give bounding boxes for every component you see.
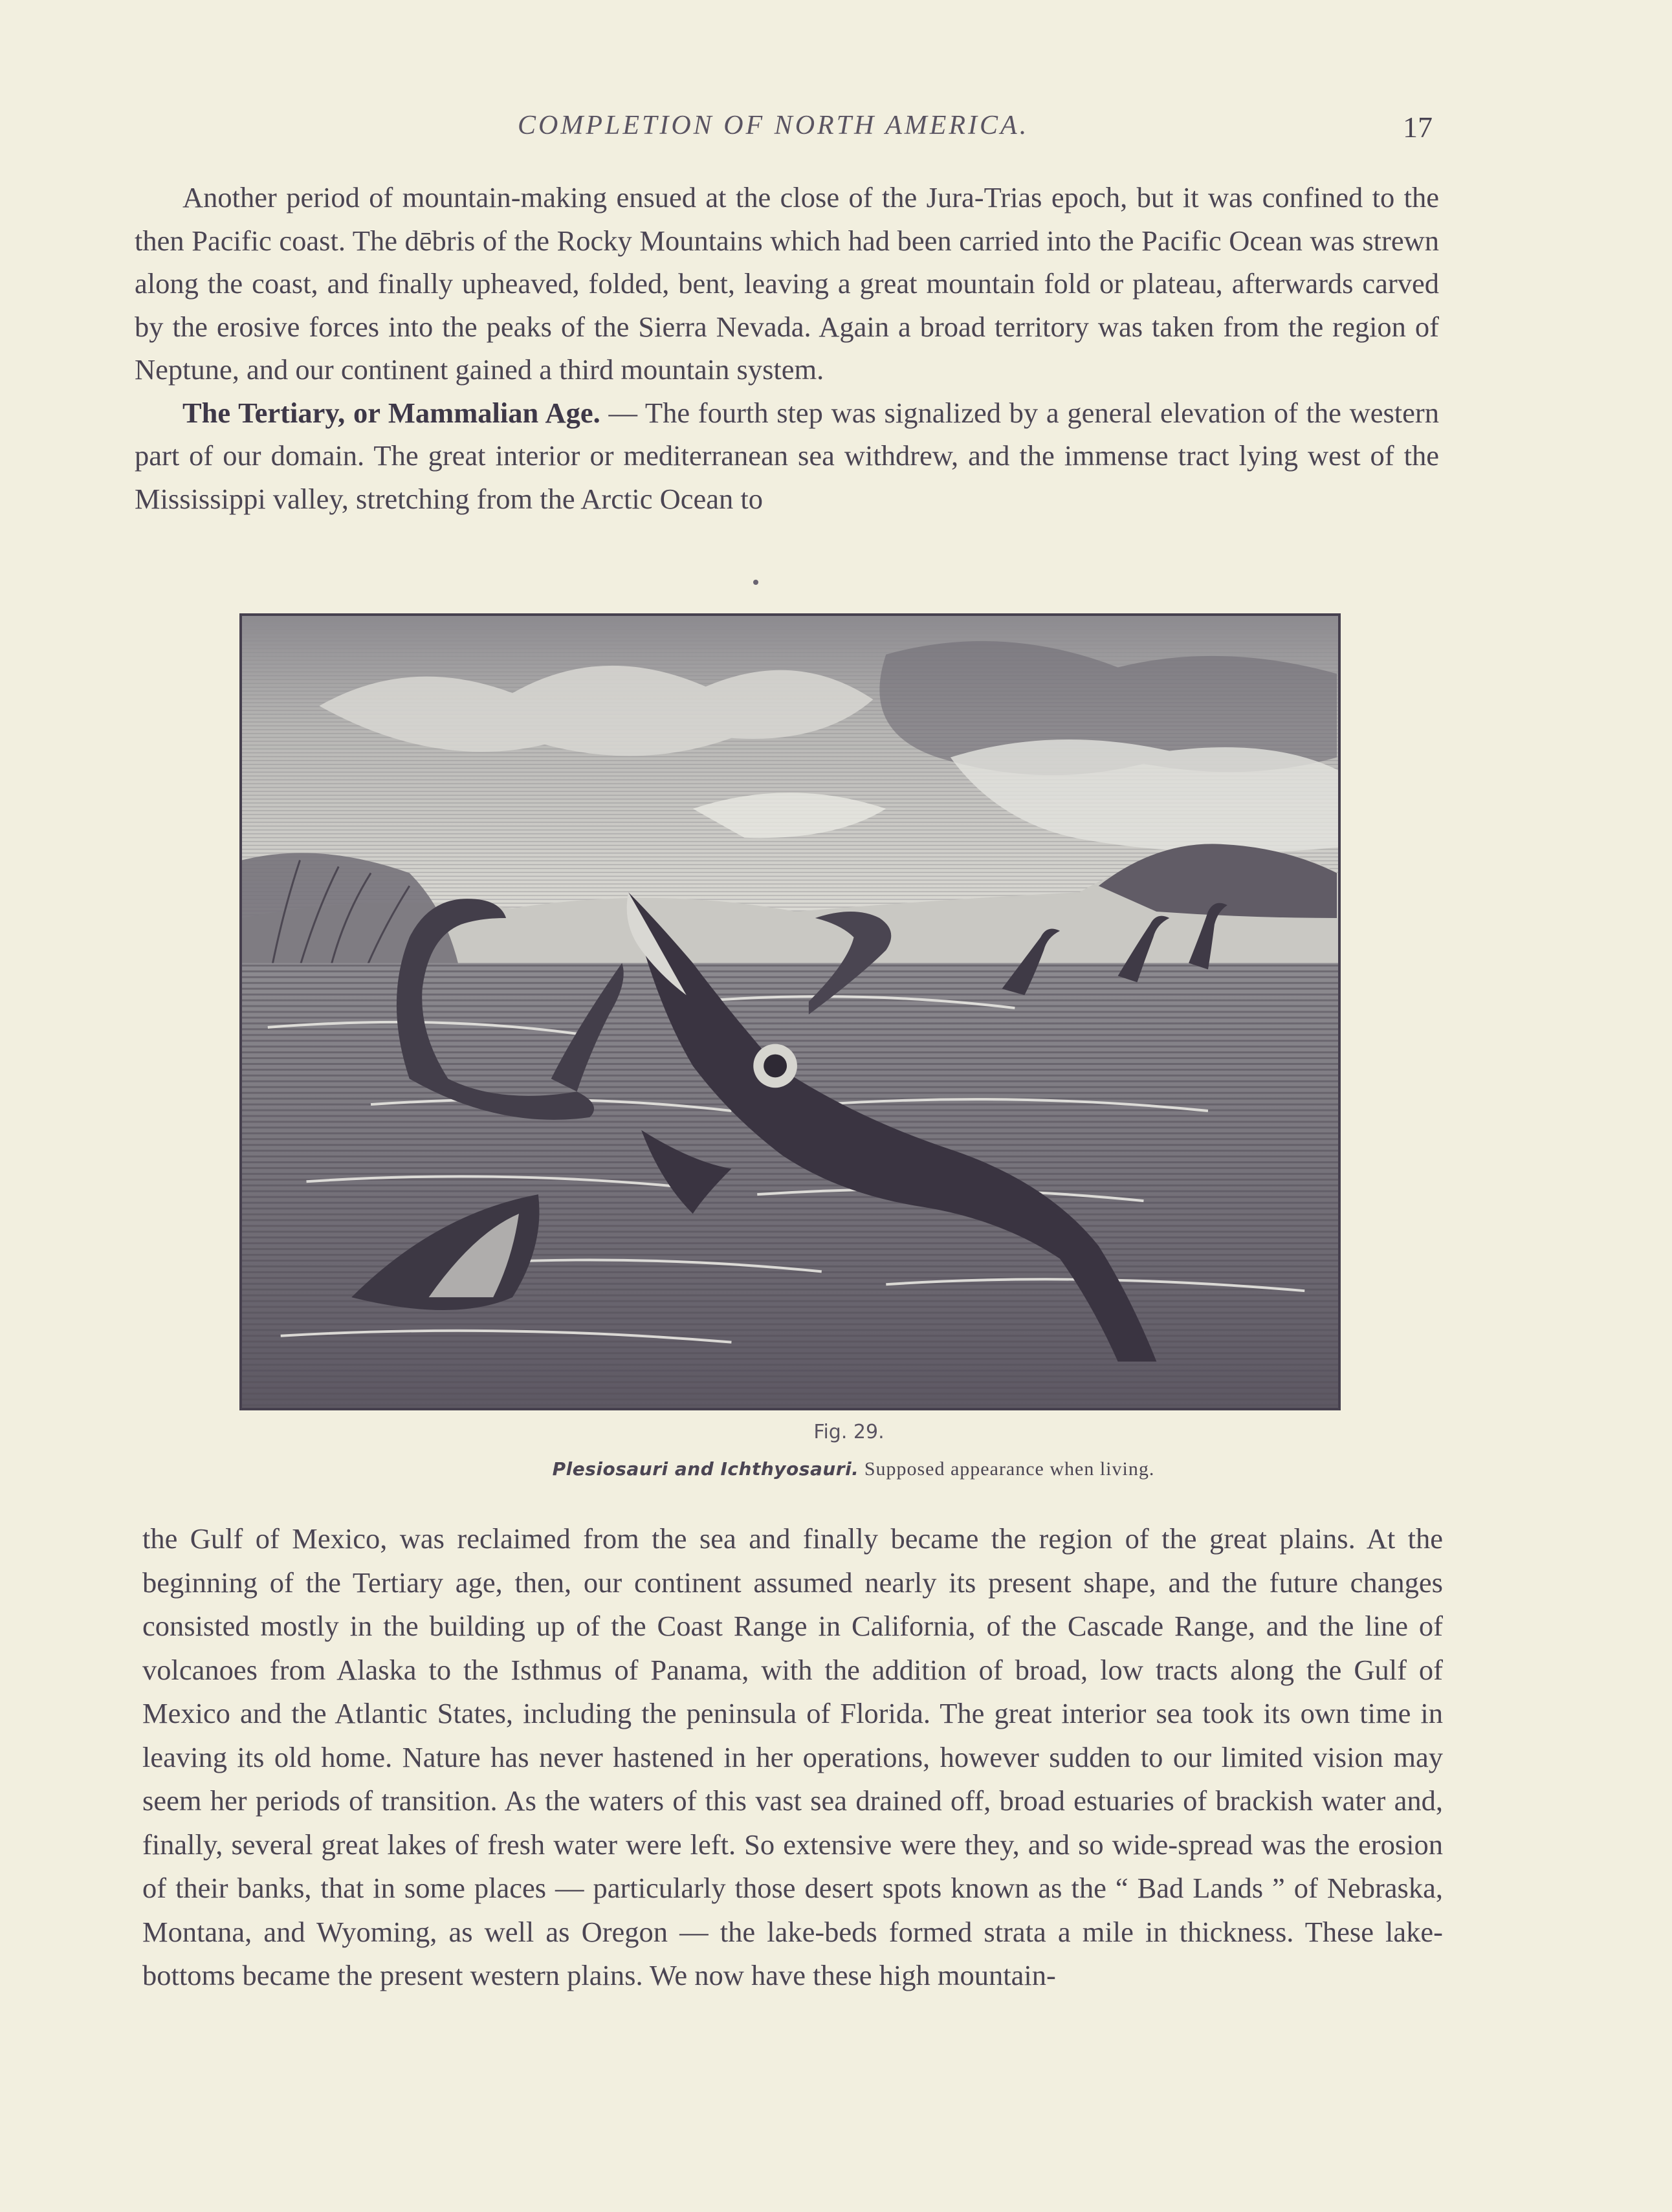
bottom-text-block bbox=[142, 1517, 1443, 1998]
paragraph-tertiary-text: — The fourth step was signalized by a general elevation of the western part of our domain. The great interior or mediterranean sea withdrew, and the immense tract lying west of the Mississippi valley, stretching from the Arctic Ocean to bbox=[135, 396, 1439, 515]
figure-number: Fig. 29. bbox=[813, 1421, 885, 1443]
paragraph-jura-trias: Another period of mountain-making ensued at the close of the Jura-Trias epoch, but it was confined to the then Pacific coast. The dēbris of the Rocky Mountains which had been carried into the Pacific Ocean was strewn along the coast, and finally upheaved, folded, bent, leaving a great mountain fold or plateau, afterwards carved by the erosive forces into the peaks of the Sierra Nevada. Again a broad territory was taken from the region of Neptune, and our continent gained a third mountain system. bbox=[135, 181, 1439, 386]
paragraph-tertiary bbox=[135, 391, 1439, 521]
page-header bbox=[0, 110, 1672, 155]
figure-caption-taxa: Plesiosauri and Ichthyosauri. bbox=[552, 1458, 859, 1480]
paragraph-gulf-of-mexico: the Gulf of Mexico, was reclaimed from the sea and finally became the region of the great plains. At the beginning of the Tertiary age, then, our continent assumed nearly its present shape, and the future changes consisted mostly in the building up of the Coast Range in California, of the Cascade Range, and the line of volcanoes from Alaska to the Isthmus of Panama, with the addition of broad, low tracts along the Gulf of Mexico and the Atlantic States, including the peninsula of Florida. The great interior sea took its own time in leaving its old home. Nature has never hastened in her operations, however sudden to our limited vision may seem her periods of transition. As the waters of this vast sea drained off, broad estuaries of brackish water and, finally, several great lakes of fresh water were left. So extensive were they, and so wide-spread was the erosion of their banks, that in some places — particularly those desert spots known as the “ Bad Lands ” of Nebraska, Montana, and Wyoming, as well as Oregon — the lake-beds formed strata a mile in thickness. These lake-bottoms became the present western plains. We now have these high mountain- bbox=[142, 1522, 1443, 1991]
page-number: 17 bbox=[1403, 111, 1433, 144]
top-text-block bbox=[135, 176, 1439, 520]
engraving-illustration bbox=[242, 616, 1338, 1408]
figure-engraving bbox=[239, 613, 1341, 1410]
figure-caption-text: Supposed appearance when living. bbox=[859, 1458, 1155, 1480]
section-heading: The Tertiary, or Mammalian Age. bbox=[182, 396, 600, 429]
ink-dot bbox=[753, 580, 758, 585]
figure-caption bbox=[0, 1458, 1672, 1480]
running-title: COMPLETION OF NORTH AMERICA. bbox=[518, 111, 1029, 140]
